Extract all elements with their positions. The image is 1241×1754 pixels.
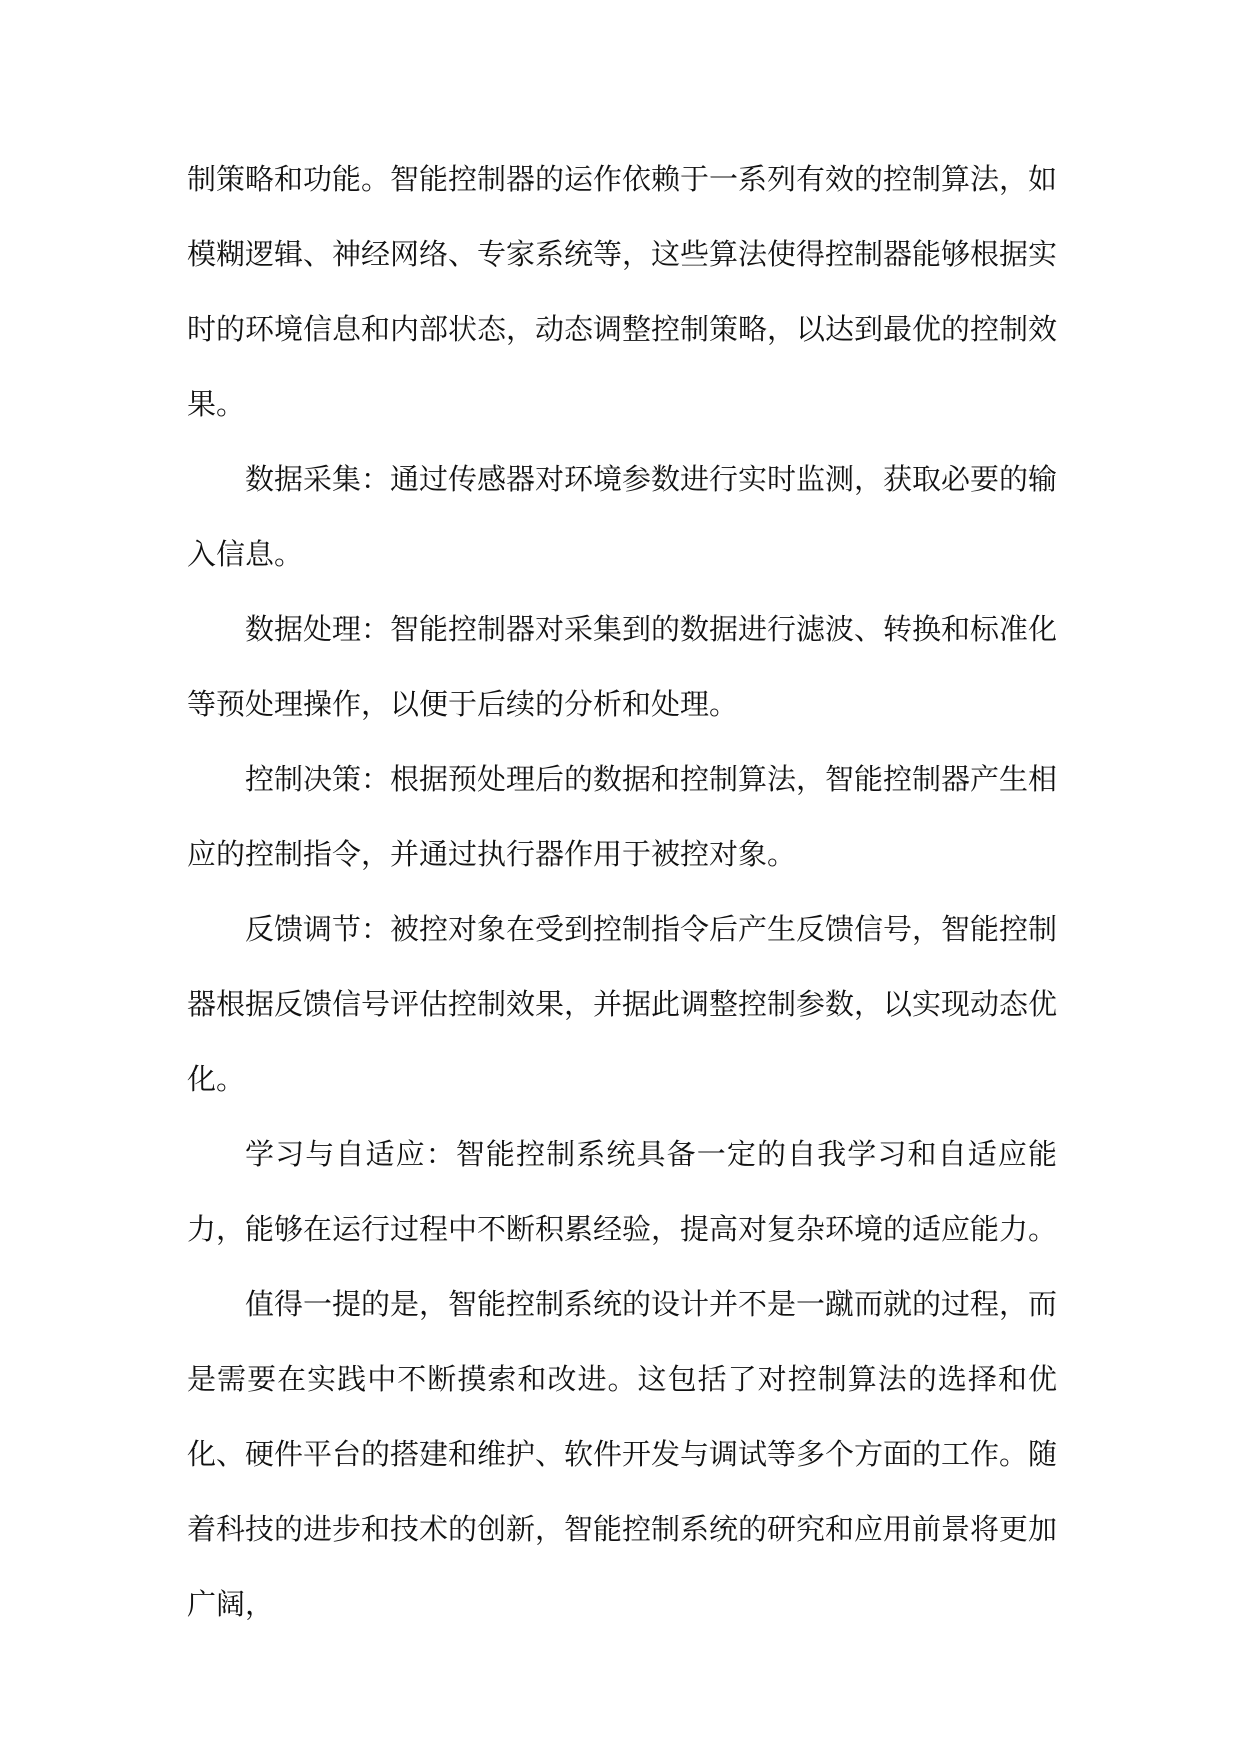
paragraph-continuation: 制策略和功能。智能控制器的运作依赖于一系列有效的控制算法，如模糊逻辑、神经网络、专家系统等，这些算法使得控制器能够根据实时的环境信息和内部状态，动态调整控制策略，以达到最优的控制效果。 <box>187 162 1058 421</box>
document-body <box>187 142 1057 1642</box>
paragraph-data-collection: 数据采集：通过传感器对环境参数进行实时监测，获取必要的输入信息。 <box>187 462 1058 571</box>
paragraph-data-processing: 数据处理：智能控制器对采集到的数据进行滤波、转换和标准化等预处理操作，以便于后续的分析和处理。 <box>187 612 1058 721</box>
paragraph-control-decision: 控制决策：根据预处理后的数据和控制算法，智能控制器产生相应的控制指令，并通过执行器作用于被控对象。 <box>187 762 1058 871</box>
paragraph-learning-adaptation: 学习与自适应：智能控制系统具备一定的自我学习和自适应能力，能够在运行过程中不断积累经验，提高对复杂环境的适应能力。 <box>187 1137 1058 1246</box>
paragraph-feedback-regulation: 反馈调节：被控对象在受到控制指令后产生反馈信号，智能控制器根据反馈信号评估控制效果，并据此调整控制参数，以实现动态优化。 <box>187 912 1058 1096</box>
paragraph-conclusion: 值得一提的是，智能控制系统的设计并不是一蹴而就的过程，而是需要在实践中不断摸索和改进。这包括了对控制算法的选择和优化、硬件平台的搭建和维护、软件开发与调试等多个方面的工作。随着科技的进步和技术的创新，智能控制系统的研究和应用前景将更加广阔， <box>187 1287 1058 1621</box>
